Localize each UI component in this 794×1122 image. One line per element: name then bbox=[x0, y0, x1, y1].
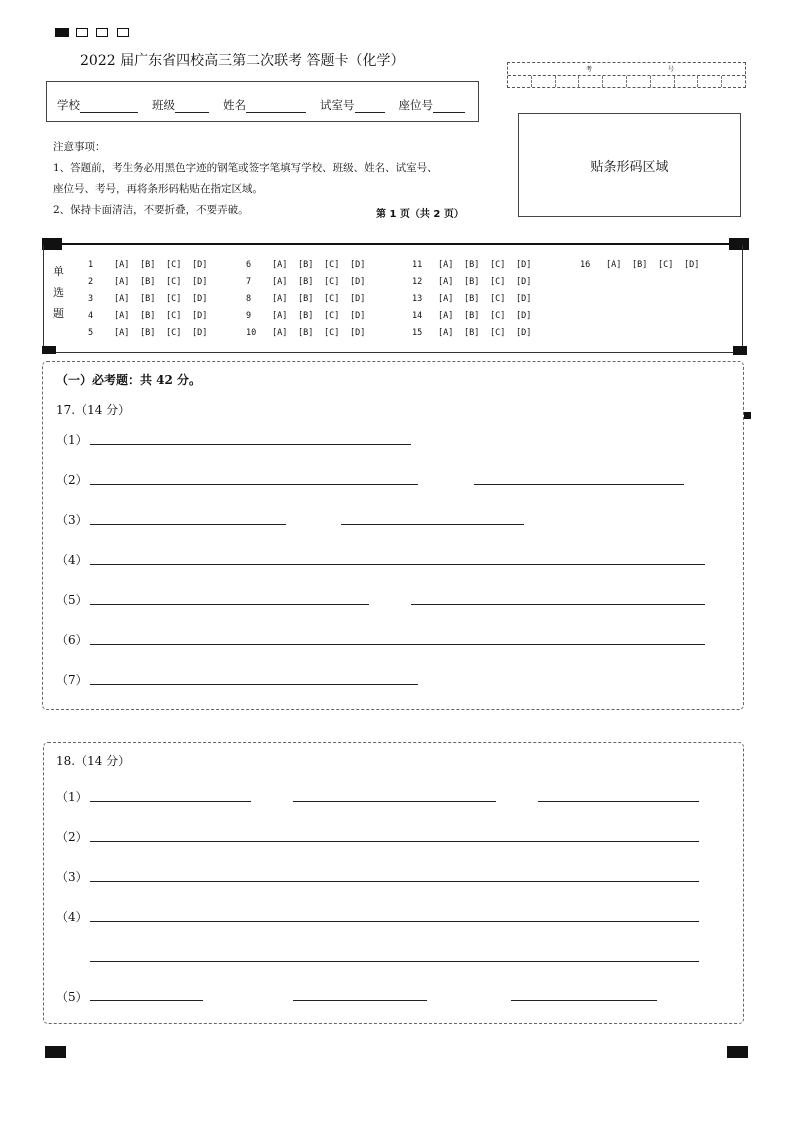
marker-box bbox=[96, 28, 108, 37]
mc-option-bubble[interactable]: [A] bbox=[438, 260, 454, 270]
part-label: （6） bbox=[56, 633, 88, 647]
mc-question-row bbox=[88, 260, 218, 270]
exam-number-label: 号 bbox=[668, 66, 675, 73]
answer-line[interactable] bbox=[90, 801, 251, 802]
mc-question-row bbox=[580, 260, 710, 270]
answer-line[interactable] bbox=[90, 644, 705, 645]
mc-option-bubble[interactable]: [C] bbox=[490, 328, 506, 338]
mc-question-number: 7 bbox=[246, 277, 252, 287]
section-title: （一）必考题：共 42 分。 bbox=[56, 373, 202, 387]
exam-digit-cell[interactable] bbox=[556, 76, 580, 87]
registration-mark bbox=[733, 346, 747, 355]
mc-question-row bbox=[412, 311, 542, 321]
class-field[interactable] bbox=[175, 100, 209, 113]
name-field[interactable] bbox=[246, 100, 306, 113]
mc-question-row bbox=[246, 294, 376, 304]
seat-label: 座位号 bbox=[398, 98, 433, 112]
mc-option-bubble[interactable]: [D] bbox=[516, 311, 532, 321]
mc-question-number: 2 bbox=[88, 277, 94, 287]
mc-option-bubble[interactable]: [A] bbox=[272, 260, 288, 270]
exam-number-label: 考 bbox=[586, 66, 593, 73]
mc-option-bubble[interactable]: [A] bbox=[438, 311, 454, 321]
mc-option-bubble[interactable]: [A] bbox=[114, 294, 130, 304]
mc-option-bubble[interactable]: [B] bbox=[464, 311, 480, 321]
mc-option-bubble[interactable]: [A] bbox=[606, 260, 622, 270]
answer-line[interactable] bbox=[90, 604, 369, 605]
exam-digit-cell[interactable] bbox=[579, 76, 603, 87]
answer-line[interactable] bbox=[90, 564, 705, 565]
answer-line[interactable] bbox=[90, 921, 699, 922]
answer-line[interactable] bbox=[90, 1000, 203, 1001]
mc-option-bubble[interactable]: [C] bbox=[324, 277, 340, 287]
mc-option-bubble[interactable]: [D] bbox=[350, 311, 366, 321]
mc-option-bubble[interactable]: [D] bbox=[516, 294, 532, 304]
mc-option-bubble[interactable]: [B] bbox=[298, 294, 314, 304]
mc-question-row bbox=[246, 328, 376, 338]
mc-option-bubble[interactable]: [D] bbox=[192, 328, 208, 338]
mc-option-bubble[interactable]: [D] bbox=[350, 277, 366, 287]
answer-box-q18 bbox=[43, 742, 744, 1024]
mc-option-bubble[interactable]: [D] bbox=[516, 328, 532, 338]
mc-option-bubble[interactable]: [C] bbox=[324, 311, 340, 321]
mc-option-bubble[interactable]: [D] bbox=[516, 277, 532, 287]
mc-question-number: 1 bbox=[88, 260, 94, 270]
mc-option-bubble[interactable]: [B] bbox=[298, 277, 314, 287]
part-label: （7） bbox=[56, 673, 88, 687]
mc-question-number: 15 bbox=[412, 328, 423, 338]
mc-option-bubble[interactable]: [B] bbox=[464, 260, 480, 270]
mc-option-bubble[interactable]: [B] bbox=[298, 328, 314, 338]
mc-question-number: 14 bbox=[412, 311, 423, 321]
answer-line[interactable] bbox=[90, 961, 699, 962]
mc-option-bubble[interactable]: [C] bbox=[490, 294, 506, 304]
mc-question-row bbox=[246, 260, 376, 270]
mc-question-row bbox=[88, 311, 218, 321]
school-field[interactable] bbox=[80, 100, 138, 113]
exam-digit-cell[interactable] bbox=[627, 76, 651, 87]
answer-box-q17 bbox=[42, 361, 744, 710]
mc-option-bubble[interactable]: [A] bbox=[438, 294, 454, 304]
mc-option-bubble[interactable]: [C] bbox=[166, 328, 182, 338]
exam-digit-cell[interactable] bbox=[722, 76, 745, 87]
answer-line[interactable] bbox=[293, 1000, 427, 1001]
registration-mark bbox=[744, 412, 751, 419]
mc-option-bubble[interactable]: [C] bbox=[324, 328, 340, 338]
mc-option-bubble[interactable]: [B] bbox=[140, 328, 156, 338]
part-label: （1） bbox=[56, 790, 88, 804]
mc-question-row bbox=[246, 277, 376, 287]
mc-question-number: 10 bbox=[246, 328, 257, 338]
answer-line[interactable] bbox=[90, 484, 418, 485]
mc-option-bubble[interactable]: [B] bbox=[464, 328, 480, 338]
class-label: 班级 bbox=[152, 98, 175, 112]
part-label: （1） bbox=[56, 433, 88, 447]
mc-option-bubble[interactable]: [D] bbox=[192, 277, 208, 287]
answer-line[interactable] bbox=[341, 524, 524, 525]
mc-option-bubble[interactable]: [A] bbox=[438, 277, 454, 287]
mc-option-bubble[interactable]: [C] bbox=[166, 260, 182, 270]
mc-question-row bbox=[412, 277, 542, 287]
mc-option-bubble[interactable]: [C] bbox=[166, 311, 182, 321]
mc-option-bubble[interactable]: [B] bbox=[140, 277, 156, 287]
exam-digit-cell[interactable] bbox=[651, 76, 675, 87]
mc-option-bubble[interactable]: [A] bbox=[114, 260, 130, 270]
exam-digit-cell[interactable] bbox=[603, 76, 627, 87]
student-info-box bbox=[46, 81, 479, 122]
mc-question-row bbox=[412, 294, 542, 304]
mc-option-bubble[interactable]: [C] bbox=[324, 294, 340, 304]
mc-question-number: 6 bbox=[246, 260, 252, 270]
mc-option-bubble[interactable]: [C] bbox=[490, 260, 506, 270]
mc-option-bubble[interactable]: [C] bbox=[324, 260, 340, 270]
registration-mark bbox=[55, 28, 69, 37]
mc-option-bubble[interactable]: [A] bbox=[272, 277, 288, 287]
mc-option-bubble[interactable]: [D] bbox=[192, 294, 208, 304]
mc-question-number: 12 bbox=[412, 277, 423, 287]
mc-question-number: 5 bbox=[88, 328, 94, 338]
mc-question-row bbox=[88, 294, 218, 304]
mc-question-number: 13 bbox=[412, 294, 423, 304]
mc-option-bubble[interactable]: [D] bbox=[192, 260, 208, 270]
mc-option-bubble[interactable]: [A] bbox=[114, 311, 130, 321]
answer-line[interactable] bbox=[90, 524, 286, 525]
answer-line[interactable] bbox=[538, 801, 699, 802]
marker-box bbox=[76, 28, 88, 37]
part-label: （4） bbox=[56, 553, 88, 567]
part-label: （5） bbox=[56, 990, 88, 1004]
registration-mark bbox=[727, 1046, 748, 1058]
answer-line[interactable] bbox=[511, 1000, 657, 1001]
mc-option-bubble[interactable]: [D] bbox=[192, 311, 208, 321]
part-label: （3） bbox=[56, 513, 88, 527]
mc-option-bubble[interactable]: [B] bbox=[140, 294, 156, 304]
exam-digit-cell[interactable] bbox=[698, 76, 722, 87]
room-field[interactable] bbox=[355, 100, 385, 113]
page-title: 2022 届广东省四校高三第二次联考 答题卡（化学） bbox=[80, 53, 405, 69]
mc-option-bubble[interactable]: [C] bbox=[490, 277, 506, 287]
mc-question-number: 16 bbox=[580, 260, 591, 270]
registration-mark bbox=[42, 346, 56, 354]
answer-line[interactable] bbox=[90, 841, 699, 842]
mc-option-bubble[interactable]: [D] bbox=[684, 260, 700, 270]
part-label: （3） bbox=[56, 870, 88, 884]
mc-option-bubble[interactable]: [D] bbox=[350, 328, 366, 338]
notes-item: 2、保持卡面清洁，不要折叠，不要弄破。 bbox=[53, 204, 249, 216]
part-label: （2） bbox=[56, 830, 88, 844]
exam-digit-cell[interactable] bbox=[508, 76, 532, 87]
barcode-area[interactable] bbox=[518, 113, 741, 217]
mc-option-bubble[interactable]: [A] bbox=[114, 277, 130, 287]
mc-option-bubble[interactable]: [C] bbox=[166, 277, 182, 287]
question-title: 18.（14 分） bbox=[56, 754, 131, 768]
school-label: 学校 bbox=[57, 98, 80, 112]
answer-line[interactable] bbox=[293, 801, 496, 802]
part-label: （2） bbox=[56, 473, 88, 487]
exam-digit-cell[interactable] bbox=[532, 76, 556, 87]
mc-option-bubble[interactable]: [B] bbox=[140, 260, 156, 270]
mc-question-number: 3 bbox=[88, 294, 94, 304]
mc-option-bubble[interactable]: [C] bbox=[166, 294, 182, 304]
mc-option-bubble[interactable]: [C] bbox=[658, 260, 674, 270]
mc-option-bubble[interactable]: [B] bbox=[298, 260, 314, 270]
notes-item: 1、答题前，考生务必用黑色字迹的钢笔或签字笔填写学校、班级、姓名、试室号、 bbox=[53, 162, 438, 174]
mc-option-bubble[interactable]: [A] bbox=[438, 328, 454, 338]
barcode-area-label: 贴条形码区域 bbox=[590, 159, 669, 175]
mc-option-bubble[interactable]: [A] bbox=[272, 311, 288, 321]
question-title: 17.（14 分） bbox=[56, 403, 131, 417]
mc-option-bubble[interactable]: [B] bbox=[140, 311, 156, 321]
part-label: （5） bbox=[56, 593, 88, 607]
seat-field[interactable] bbox=[433, 100, 465, 113]
mc-question-number: 9 bbox=[246, 311, 252, 321]
mc-question-row bbox=[412, 328, 542, 338]
part-label: （4） bbox=[56, 910, 88, 924]
answer-line[interactable] bbox=[474, 484, 684, 485]
mc-section-label: 单 选 题 bbox=[53, 265, 64, 320]
notes-heading: 注意事项： bbox=[53, 141, 106, 153]
mc-option-bubble[interactable]: [B] bbox=[464, 294, 480, 304]
mc-question-row bbox=[88, 277, 218, 287]
mc-option-bubble[interactable]: [B] bbox=[632, 260, 648, 270]
exam-digit-cell[interactable] bbox=[675, 76, 699, 87]
name-label: 姓名 bbox=[223, 98, 246, 112]
mc-question-row bbox=[246, 311, 376, 321]
answer-line[interactable] bbox=[411, 604, 705, 605]
mc-option-bubble[interactable]: [A] bbox=[272, 328, 288, 338]
marker-box bbox=[117, 28, 129, 37]
mc-question-number: 11 bbox=[412, 260, 423, 270]
notes-item: 座位号、考号，再将条形码粘贴在指定区域。 bbox=[53, 183, 263, 195]
answer-line[interactable] bbox=[90, 444, 411, 445]
mc-option-bubble[interactable]: [D] bbox=[350, 260, 366, 270]
mc-question-number: 4 bbox=[88, 311, 94, 321]
registration-mark bbox=[45, 1046, 66, 1058]
mc-option-bubble[interactable]: [D] bbox=[516, 260, 532, 270]
page-number: 第 1 页（共 2 页） bbox=[376, 209, 464, 220]
mc-option-bubble[interactable]: [C] bbox=[490, 311, 506, 321]
answer-line[interactable] bbox=[90, 881, 699, 882]
exam-number-grid bbox=[507, 62, 746, 88]
room-label: 试室号 bbox=[320, 98, 355, 112]
answer-line[interactable] bbox=[90, 684, 418, 685]
mc-option-bubble[interactable]: [B] bbox=[298, 311, 314, 321]
mc-question-row bbox=[412, 260, 542, 270]
mc-option-bubble[interactable]: [A] bbox=[114, 328, 130, 338]
mc-option-bubble[interactable]: [D] bbox=[350, 294, 366, 304]
mc-question-row bbox=[88, 328, 218, 338]
mc-option-bubble[interactable]: [B] bbox=[464, 277, 480, 287]
mc-question-number: 8 bbox=[246, 294, 252, 304]
mc-option-bubble[interactable]: [A] bbox=[272, 294, 288, 304]
